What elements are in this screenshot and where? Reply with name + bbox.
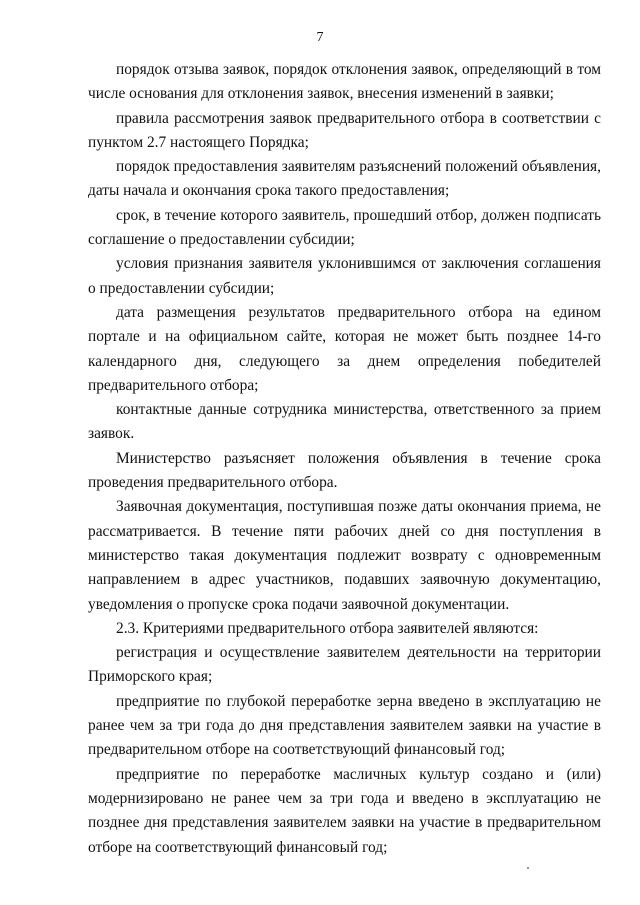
paragraph-ministry-clarification: Министерство разъясняет положения объявления в течение срока проведения предварительного отбора.	[88, 449, 601, 492]
paragraph-criteria-heading: 2.3. Критериями предварительного отбора заявителей являются:	[116, 619, 539, 637]
paragraph-criterion-oilseed-processing: предприятие по переработке масличных культур создано и (или) модернизировано не ранее чем за три года и введено в эксплуатацию не позднее дня представления заявителем заявки на участие в предварительном отборе на соответствующий финансовый год;	[88, 765, 601, 856]
paragraph-contact-details: контактные данные сотрудника министерства, ответственного за прием заявок.	[88, 401, 601, 443]
document-body	[88, 58, 601, 860]
scan-speck	[527, 867, 529, 869]
paragraph-review-rules: правила рассмотрения заявок предварительного отбора в соответствии с пунктом 2.7 настоящего Порядка;	[88, 109, 601, 151]
paragraph-results-publication-date: дата размещения результатов предварительного отбора на едином портале и на официальном сайте, которая не может быть позднее 14-го календарного дня, следующего за днем определения победителей предварительного отбора;	[88, 303, 601, 394]
paragraph-criterion-registration: регистрация и осуществление заявителем деятельности на территории Приморского края;	[88, 644, 601, 686]
paragraph-criterion-grain-processing: предприятие по глубокой переработке зерна введено в эксплуатацию не ранее чем за три года до дня представления заявителем заявки на участие в предварительном отборе на соответствующий финансовый год;	[88, 692, 601, 759]
paragraph-clarification-procedure: порядок предоставления заявителям разъяснений положений объявления, даты начала и окончания срока такого предоставления;	[88, 158, 601, 200]
paragraph-withdrawal-procedure: порядок отзыва заявок, порядок отклонения заявок, определяющий в том числе основания для отклонения заявок, внесения изменений в заявки;	[88, 61, 601, 103]
paragraph-evasion-conditions: условия признания заявителя уклонившимся от заключения соглашения о предоставлении субсидии;	[88, 255, 601, 297]
paragraph-signing-deadline: срок, в течение которого заявитель, прошедший отбор, должен подписать соглашение о предоставлении субсидии;	[88, 206, 601, 249]
paragraph-late-documents: Заявочная документация, поступившая позже даты окончания приема, не рассматривается. В течение пяти рабочих дней со дня поступления в министерство такая документация подлежит возврату с одновременным направлением в адрес участников, подавших заявочную документацию, уведомления о пропуске срока подачи заявочной документации.	[88, 498, 601, 613]
page-number: 7	[316, 30, 324, 45]
